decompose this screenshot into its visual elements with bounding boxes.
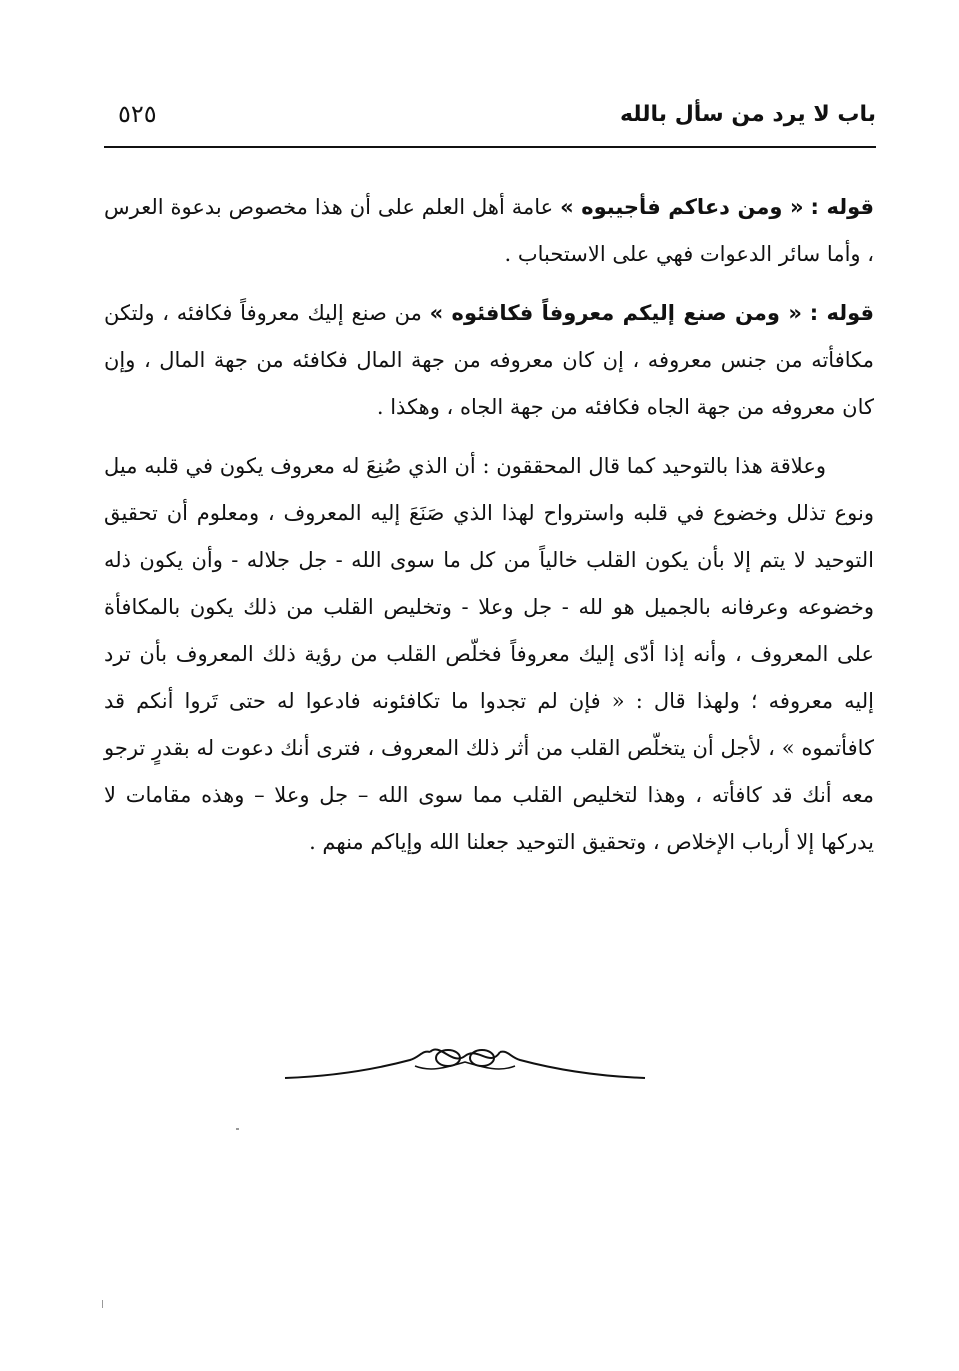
- paragraph-lead: قوله :: [809, 301, 875, 325]
- hadith-quote: « ومن دعاكم فأجيبوه »: [560, 195, 804, 219]
- paragraph-tawhid: [104, 443, 874, 866]
- paragraph-invitation: [104, 184, 874, 278]
- ornament-divider: [280, 1038, 650, 1088]
- chapter-title: باب لا يرد من سأل بالله: [619, 102, 876, 127]
- paragraph-text: عامة أهل العلم على أن هذا مخصوص بدعوة العرس ، وأما سائر الدعوات فهي على الاستحباب .: [104, 195, 874, 266]
- page-number: ٥٢٥: [118, 100, 157, 128]
- header-divider: [104, 146, 876, 148]
- paragraph-lead: قوله :: [810, 195, 874, 219]
- hadith-quote: « ومن صنع إليكم معروفاً فكافئوه »: [429, 301, 802, 325]
- page-body: [104, 184, 874, 878]
- scan-speck: [102, 1300, 103, 1308]
- paragraph-reciprocation: [104, 290, 874, 431]
- paragraph-text: وعلاقة هذا بالتوحيد كما قال المحققون : أن الذي صُنِعَ له معروف يكون في قلبه ميل ونوع تذلل وخضوع في قلبه واسترواح لهذا الذي صَنَعَ إليه المعروف ، ومعلوم أن تحقيق التوحيد لا يتم إلا بأن يكون القلب خالياً من كل ما سوى الله - جل جلاله - وأن يكون ذله وخضوعه وعرفانه بالجميل هو لله - جل وعلا - وتخليص القلب من ذلك يكون بالمكافأة على المعروف ، وأنه إذا أدّى إليك معروفاً فخلّص القلب من رؤية ذلك المعروف بأن ترد إليه معروفه ؛ ولهذا قال : « فإن لم تجدوا ما تكافئونه فادعوا له حتى تَروا أنكم قد كافأتموه » ، لأجل أن يتخلّص القلب من أثر ذلك المعروف ، فترى أنك دعوت له بقدرٍ ترجو معه أنك قد كافأته ، وهذا لتخليص القلب مما سوى الله – جل وعلا – وهذه مقامات لا يدركها إلا أرباب الإخلاص ، وتحقيق التوحيد جعلنا الله وإياكم منهم .: [104, 454, 874, 854]
- page-header: [104, 96, 876, 146]
- paragraph-text: من صنع إليك معروفاً فكافئه ، ولتكن مكافأته من جنس معروفه ، إن كان معروفه من جهة المال فكافئه من جهة المال ، وإن كان معروفه من جهة الجاه فكافئه من جهة الجاه ، وهكذا .: [104, 301, 874, 419]
- scan-speck: [236, 1128, 239, 1130]
